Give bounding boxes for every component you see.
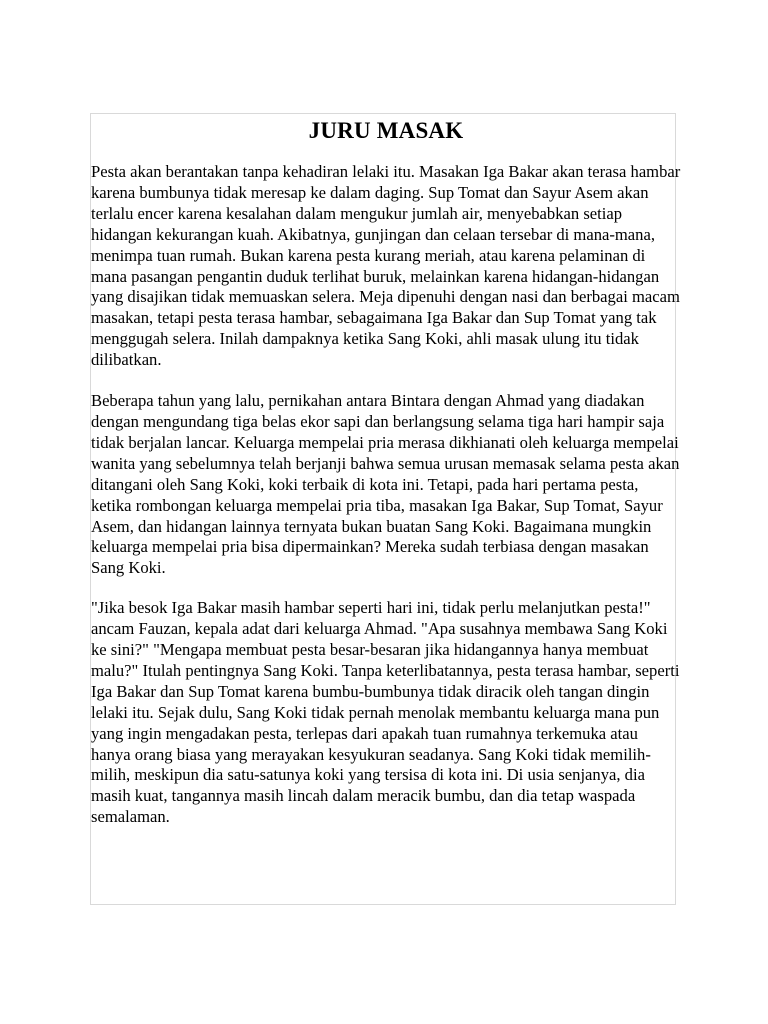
paragraph-1: Pesta akan berantakan tanpa kehadiran lelaki itu. Masakan Iga Bakar akan terasa hambar karena bumbunya tidak meresap ke dalam daging. Sup Tomat dan Sayur Asem akan terlalu encer karena kesalahan dalam mengukur jumlah air, menyebabkan setiap hidangan kekurangan kuah. Akibatnya, gunjingan dan celaan tersebar di mana-mana, menimpa tuan rumah. Bukan karena pesta kurang meriah, atau karena pelaminan di mana pasangan pengantin duduk terlihat buruk, melainkan karena hidangan-hidangan yang disajikan tidak memuaskan selera. Meja dipenuhi dengan nasi dan berbagai macam masakan, tetapi pesta terasa hambar, sebagaimana Iga Bakar dan Sup Tomat yang tak menggugah selera. Inilah dampaknya ketika Sang Koki, ahli masak ulung itu tidak dilibatkan.: [91, 162, 681, 370]
document-body: [91, 113, 681, 828]
paragraph-3: "Jika besok Iga Bakar masih hambar seperti hari ini, tidak perlu melanjutkan pesta!" ancam Fauzan, kepala adat dari keluarga Ahmad. "Apa susahnya membawa Sang Koki ke sini?" "Mengapa membuat pesta besar-besaran jika hidangannya hanya membuat malu?" Itulah pentingnya Sang Koki. Tanpa keterlibatannya, pesta terasa hambar, seperti Iga Bakar dan Sup Tomat karena bumbu-bumbunya tidak diracik oleh tangan dingin lelaki itu. Sejak dulu, Sang Koki tidak pernah menolak membantu keluarga mana pun yang ingin mengadakan pesta, terlepas dari apakah tuan rumahnya terkemuka atau hanya orang biasa yang merayakan kesyukuran seadanya. Sang Koki tidak memilih-milih, meskipun dia satu-satunya koki yang tersisa di kota ini. Di usia senjanya, dia masih kuat, tangannya masih lincah dalam meracik bumbu, dan dia tetap waspada semalaman.: [91, 598, 680, 827]
paragraph-2: Beberapa tahun yang lalu, pernikahan antara Bintara dengan Ahmad yang diadakan dengan mengundang tiga belas ekor sapi dan berlangsung selama tiga hari hampir saja tidak berjalan lancar. Keluarga mempelai pria merasa dikhianati oleh keluarga mempelai wanita yang sebelumnya telah berjanji bahwa semua urusan memasak selama pesta akan ditangani oleh Sang Koki, koki terbaik di kota ini. Tetapi, pada hari pertama pesta, ketika rombongan keluarga mempelai pria tiba, masakan Iga Bakar, Sup Tomat, Sayur Asem, dan hidangan lainnya ternyata bukan buatan Sang Koki. Bagaimana mungkin keluarga mempelai pria bisa dipermainkan? Mereka sudah terbiasa dengan masakan Sang Koki.: [91, 391, 680, 578]
document-title: JURU MASAK: [308, 118, 464, 143]
